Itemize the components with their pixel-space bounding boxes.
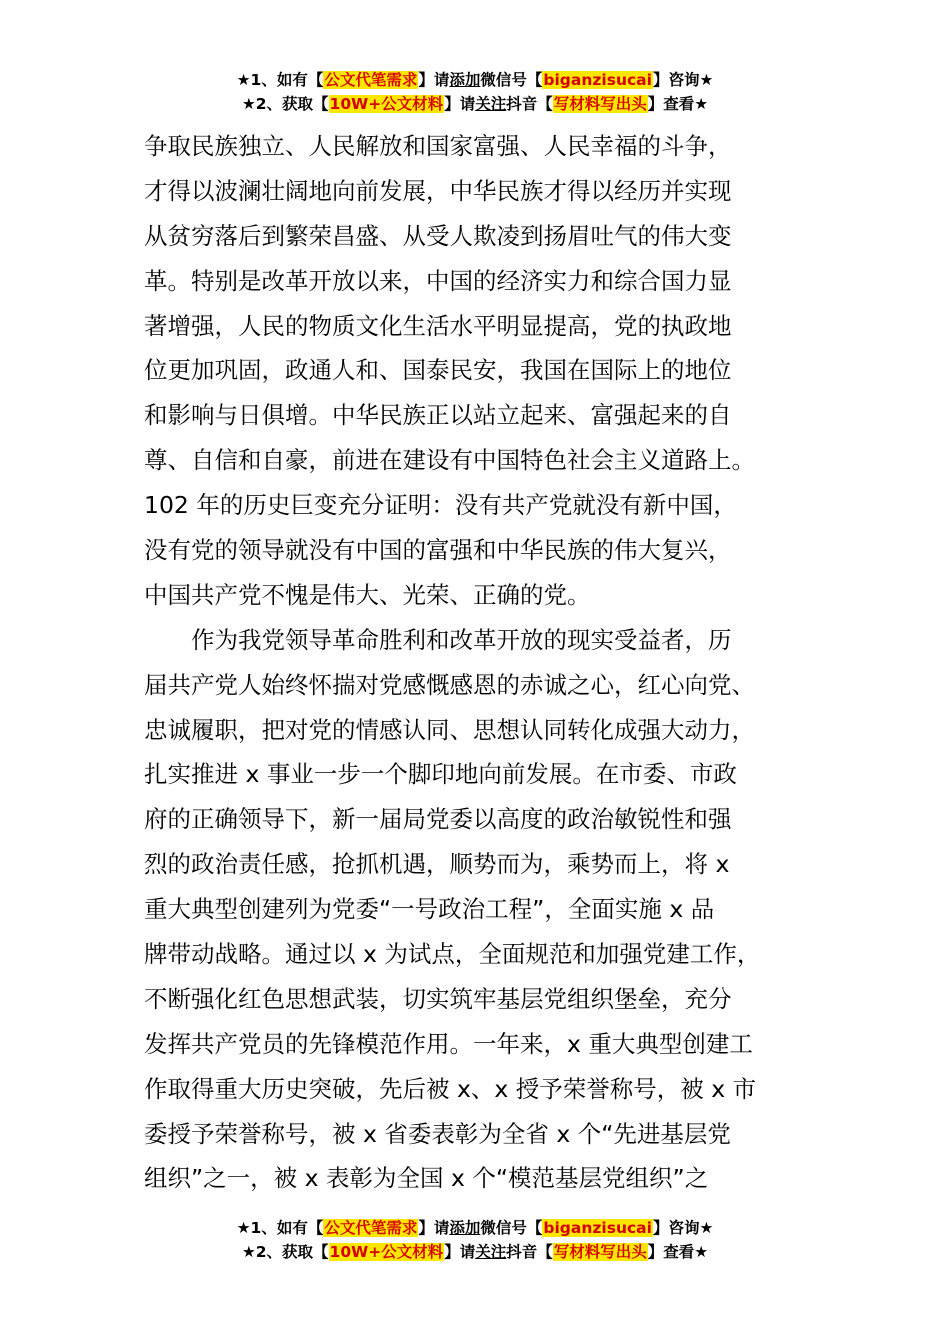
footer-line-1-prefix: 1、如有【 bbox=[250, 1219, 324, 1237]
star-icon: ★ bbox=[241, 95, 256, 113]
footer-line-2-mid1: 】请 bbox=[444, 1243, 476, 1261]
header-line-2-mid1: 】请 bbox=[444, 95, 476, 113]
body-line: 革。特别是改革开放以来，中国的经济实力和综合国力显 bbox=[144, 266, 732, 295]
body-line: 组织”之一，被 x 表彰为全国 x 个“模范基层党组织”之 bbox=[144, 1164, 709, 1193]
footer-line-1-suffix: 】咨询★ bbox=[652, 1219, 714, 1237]
body-line: 102 年的历史巨变充分证明：没有共产党就没有新中国， bbox=[144, 491, 737, 520]
body-line: 作取得重大历史突破，先后被 x、x 授予荣誉称号，被 x 市 bbox=[144, 1074, 757, 1103]
body-line: 扎实推进 x 事业一步一个脚印地向前发展。在市委、市政 bbox=[144, 760, 737, 789]
header-line-2-mid2: 抖音【 bbox=[506, 95, 553, 113]
star-icon: ★ bbox=[236, 71, 251, 89]
header-line-1-mid1: 】请 bbox=[418, 71, 450, 89]
header-highlight-materials: 10W+公文材料 bbox=[329, 95, 444, 113]
body-line: 忠诚履职，把对党的情感认同、思想认同转化成强大动力， bbox=[144, 715, 755, 744]
body-line: 著增强，人民的物质文化生活水平明显提高，党的执政地 bbox=[144, 311, 732, 340]
footer-highlight-materials: 10W+公文材料 bbox=[329, 1243, 444, 1261]
header-highlight-service: 公文代笔需求 bbox=[324, 71, 418, 89]
header-line-1-emphasis: 添加 bbox=[449, 71, 481, 89]
star-icon: ★ bbox=[236, 1219, 251, 1237]
footer-line-1-mid2: 微信号【 bbox=[480, 1219, 543, 1237]
body-line: 和影响与日俱增。中华民族正以站立起来、富强起来的自 bbox=[144, 401, 732, 430]
body-line: 届共产党人始终怀揣对党感慨感恩的赤诚之心，红心向党、 bbox=[144, 670, 755, 699]
header-line-2-suffix: 】查看★ bbox=[647, 95, 709, 113]
footer-line-1-emphasis: 添加 bbox=[449, 1219, 481, 1237]
footer-line-1-mid1: 】请 bbox=[418, 1219, 450, 1237]
paragraph-start-line: 作为我党领导革命胜利和改革开放的现实受益者，历 bbox=[191, 625, 732, 654]
body-line: 牌带动战略。通过以 x 为试点，全面规范和加强党建工作， bbox=[144, 940, 761, 969]
footer-line-2-mid2: 抖音【 bbox=[506, 1243, 553, 1261]
body-line: 中国共产党不愧是伟大、光荣、正确的党。 bbox=[144, 580, 591, 609]
footer-line-2 bbox=[0, 1240, 950, 1264]
body-line: 位更加巩固，政通人和、国泰民安，我国在国际上的地位 bbox=[144, 356, 732, 385]
header-line-2-prefix: 2、获取【 bbox=[255, 95, 329, 113]
body-line: 没有党的领导就没有中国的富强和中华民族的伟大复兴， bbox=[144, 536, 732, 565]
footer-line-1 bbox=[0, 1216, 950, 1240]
header-line-1 bbox=[0, 68, 950, 92]
header-line-1-suffix: 】咨询★ bbox=[652, 71, 714, 89]
body-line: 才得以波澜壮阔地向前发展，中华民族才得以经历并实现 bbox=[144, 176, 732, 205]
body-line: 争取民族独立、人民解放和国家富强、人民幸福的斗争， bbox=[144, 132, 732, 160]
body-line: 委授予荣誉称号，被 x 省委表彰为全省 x 个“先进基层党 bbox=[144, 1119, 731, 1148]
body-line: 尊、自信和自豪，前进在建设有中国特色社会主义道路上。 bbox=[144, 446, 755, 475]
footer-highlight-douyin-account: 写材料写出头 bbox=[553, 1243, 647, 1261]
footer-highlight-wechat-id: biganzisucai bbox=[543, 1219, 652, 1237]
body-line: 重大典型创建列为党委“一号政治工程”，全面实施 x 品 bbox=[144, 895, 715, 924]
header-line-1-mid2: 微信号【 bbox=[480, 71, 543, 89]
header-line-2 bbox=[0, 92, 950, 116]
footer-line-2-emphasis: 关注 bbox=[475, 1243, 507, 1261]
footer-banner bbox=[0, 1216, 950, 1264]
footer-highlight-service: 公文代笔需求 bbox=[324, 1219, 418, 1237]
header-banner bbox=[0, 68, 950, 116]
header-line-2-emphasis: 关注 bbox=[475, 95, 507, 113]
footer-line-2-prefix: 2、获取【 bbox=[255, 1243, 329, 1261]
footer-line-2-suffix: 】查看★ bbox=[647, 1243, 709, 1261]
header-line-1-prefix: 1、如有【 bbox=[250, 71, 324, 89]
body-line: 府的正确领导下，新一届局党委以高度的政治敏锐性和强 bbox=[144, 805, 732, 834]
header-highlight-douyin-account: 写材料写出头 bbox=[553, 95, 647, 113]
header-highlight-wechat-id: biganzisucai bbox=[543, 71, 652, 89]
star-icon: ★ bbox=[241, 1243, 256, 1261]
body-line: 发挥共产党员的先锋模范作用。一年来，x 重大典型创建工 bbox=[144, 1029, 753, 1058]
body-line: 烈的政治责任感，抢抓机遇，顺势而为，乘势而上，将 x bbox=[144, 850, 730, 879]
document-body bbox=[144, 124, 812, 1201]
body-line: 从贫穷落后到繁荣昌盛、从受人欺凌到扬眉吐气的伟大变 bbox=[144, 221, 732, 250]
body-line: 不断强化红色思想武装，切实筑牢基层党组织堡垒，充分 bbox=[144, 984, 732, 1013]
